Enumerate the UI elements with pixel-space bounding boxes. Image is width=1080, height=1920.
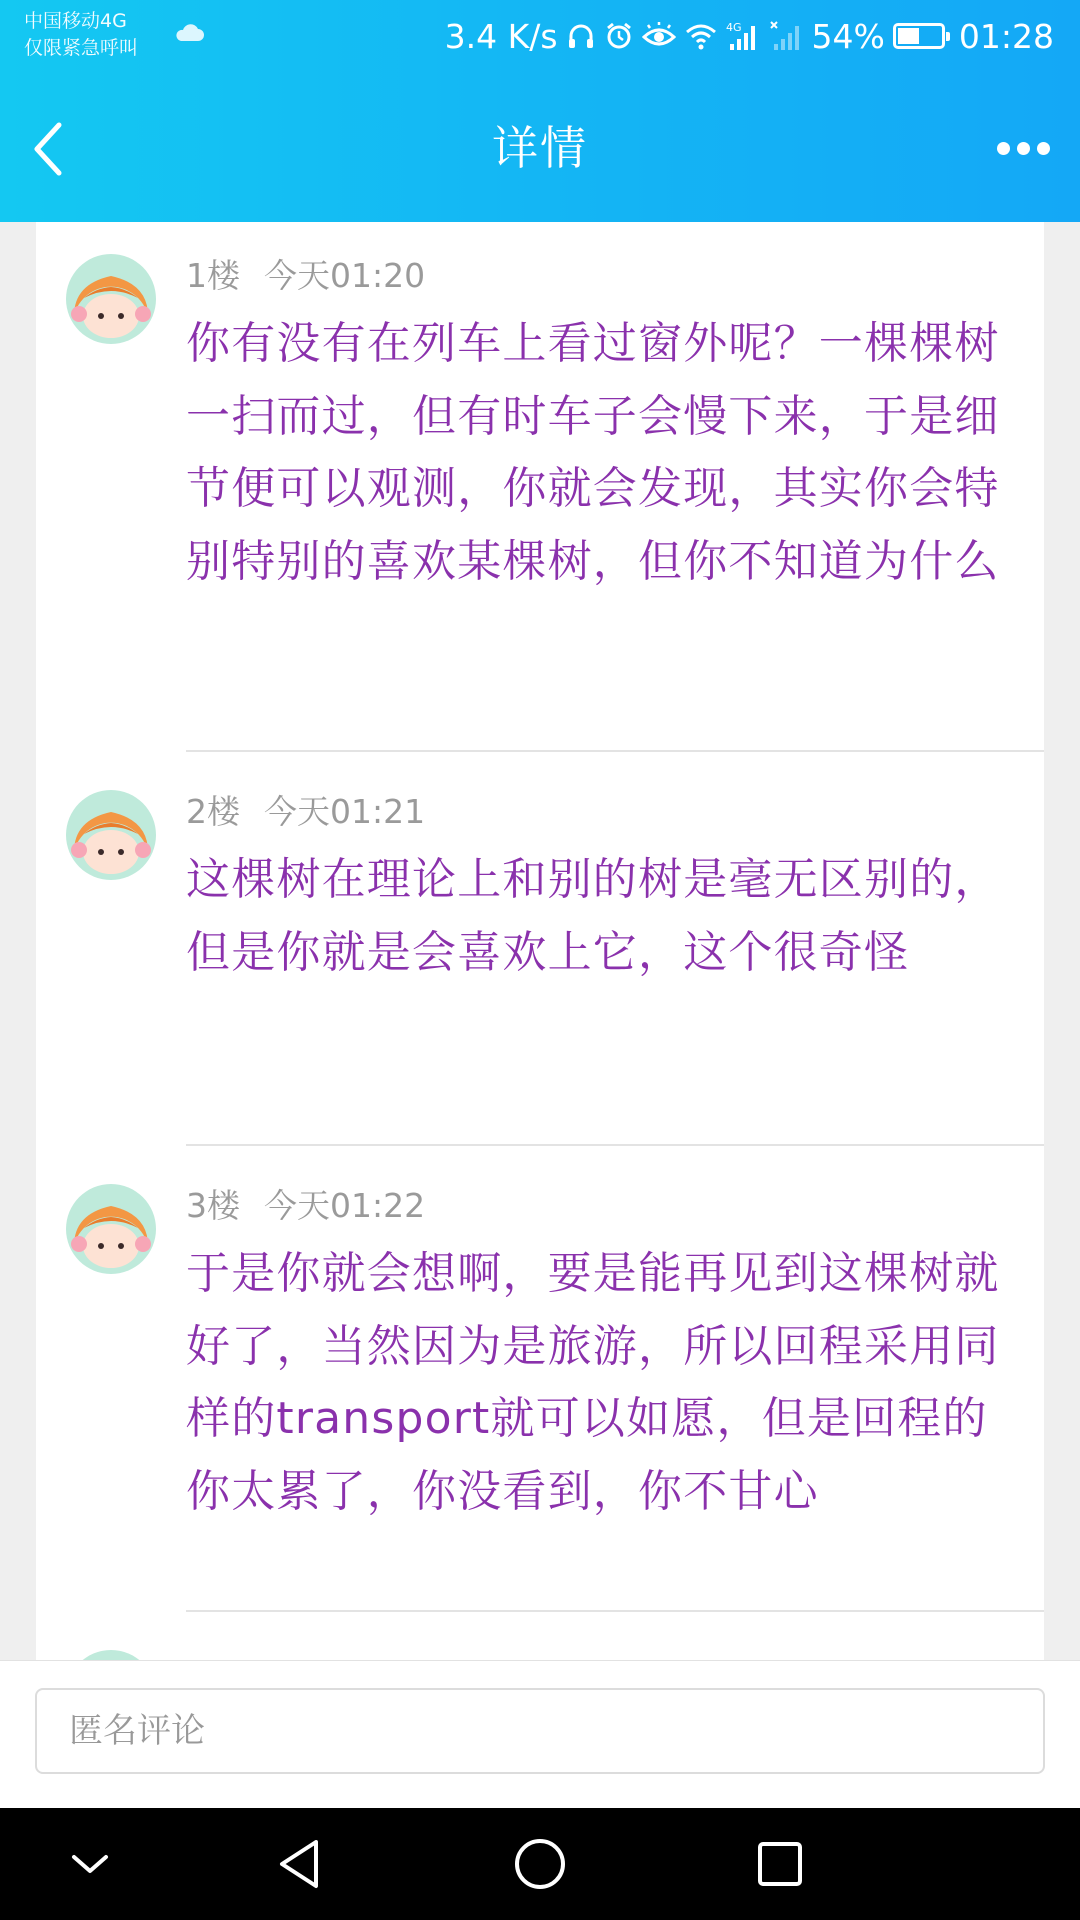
status-bar (0, 0, 1080, 76)
post-time: 今天01:20 (264, 256, 426, 295)
post-meta (186, 790, 425, 834)
page-title: 详情 (492, 121, 588, 175)
comment-bar (0, 1660, 1080, 1809)
post-meta (186, 254, 425, 298)
post-thread[interactable] (36, 222, 1044, 1660)
nav-down-icon (68, 1849, 112, 1879)
comment-input[interactable]: 匿名评论 (35, 1688, 1045, 1774)
signal-icon (726, 20, 762, 52)
divider (186, 1610, 1044, 1612)
app-header (0, 76, 1080, 222)
network-speed: 3.4 K/s (444, 16, 558, 56)
post-text: 于是你就会想啊，要是能再见到这棵树就好了，当然因为是旅游，所以回程采用同样的transport就可以如愿，但是回程的你太累了，你没看到，你不甘心 (186, 1248, 1000, 1517)
post-meta (186, 1184, 425, 1228)
nav-home-icon (513, 1837, 567, 1891)
post-time: 今天01:22 (264, 1186, 426, 1225)
divider (186, 750, 1044, 752)
floor-label: 2楼 (186, 792, 240, 831)
system-nav-bar (0, 1808, 1080, 1920)
clock: 01:28 (958, 16, 1054, 56)
nav-back-icon (276, 1838, 324, 1890)
post-text: 你有没有在列车上看过窗外呢？一棵棵树一扫而过，但有时车子会慢下来，于是细节便可以观测，你就会发现，其实你会特别特别的喜欢某棵树，但你不知道为什么 (186, 318, 1000, 587)
nav-back-button[interactable] (250, 1808, 350, 1920)
carrier-info (24, 8, 138, 62)
post-text: 这棵树在理论上和别的树是毫无区别的，但是你就是会喜欢上它，这个很奇怪 (186, 854, 1000, 978)
status-icons (445, 14, 1054, 58)
post-time: 今天01:21 (264, 792, 426, 831)
avatar (66, 254, 156, 344)
nav-recents-icon (756, 1840, 804, 1888)
battery-percent: 54% (811, 16, 885, 56)
carrier-name: 中国移动4G (24, 10, 127, 32)
nav-down-button[interactable] (40, 1808, 140, 1920)
alarm-icon (604, 21, 634, 51)
battery-icon (893, 23, 945, 49)
svg-text:4G: 4G (725, 21, 742, 34)
cloud-icon (174, 24, 204, 42)
nav-home-button[interactable] (490, 1808, 590, 1920)
nav-recents-button[interactable] (730, 1808, 830, 1920)
eye-icon (642, 21, 676, 51)
avatar (66, 790, 156, 880)
headphones-icon (566, 21, 596, 51)
signal-no-service-icon (770, 20, 804, 52)
divider (186, 1144, 1044, 1146)
avatar (66, 1184, 156, 1274)
wifi-icon (684, 21, 718, 51)
more-button[interactable] (986, 116, 1060, 180)
floor-label: 1楼 (186, 256, 240, 295)
more-icon (997, 142, 1010, 155)
avatar (66, 1650, 156, 1660)
floor-label: 3楼 (186, 1186, 240, 1225)
emergency-only-label: 仅限紧急呼叫 (24, 37, 139, 59)
